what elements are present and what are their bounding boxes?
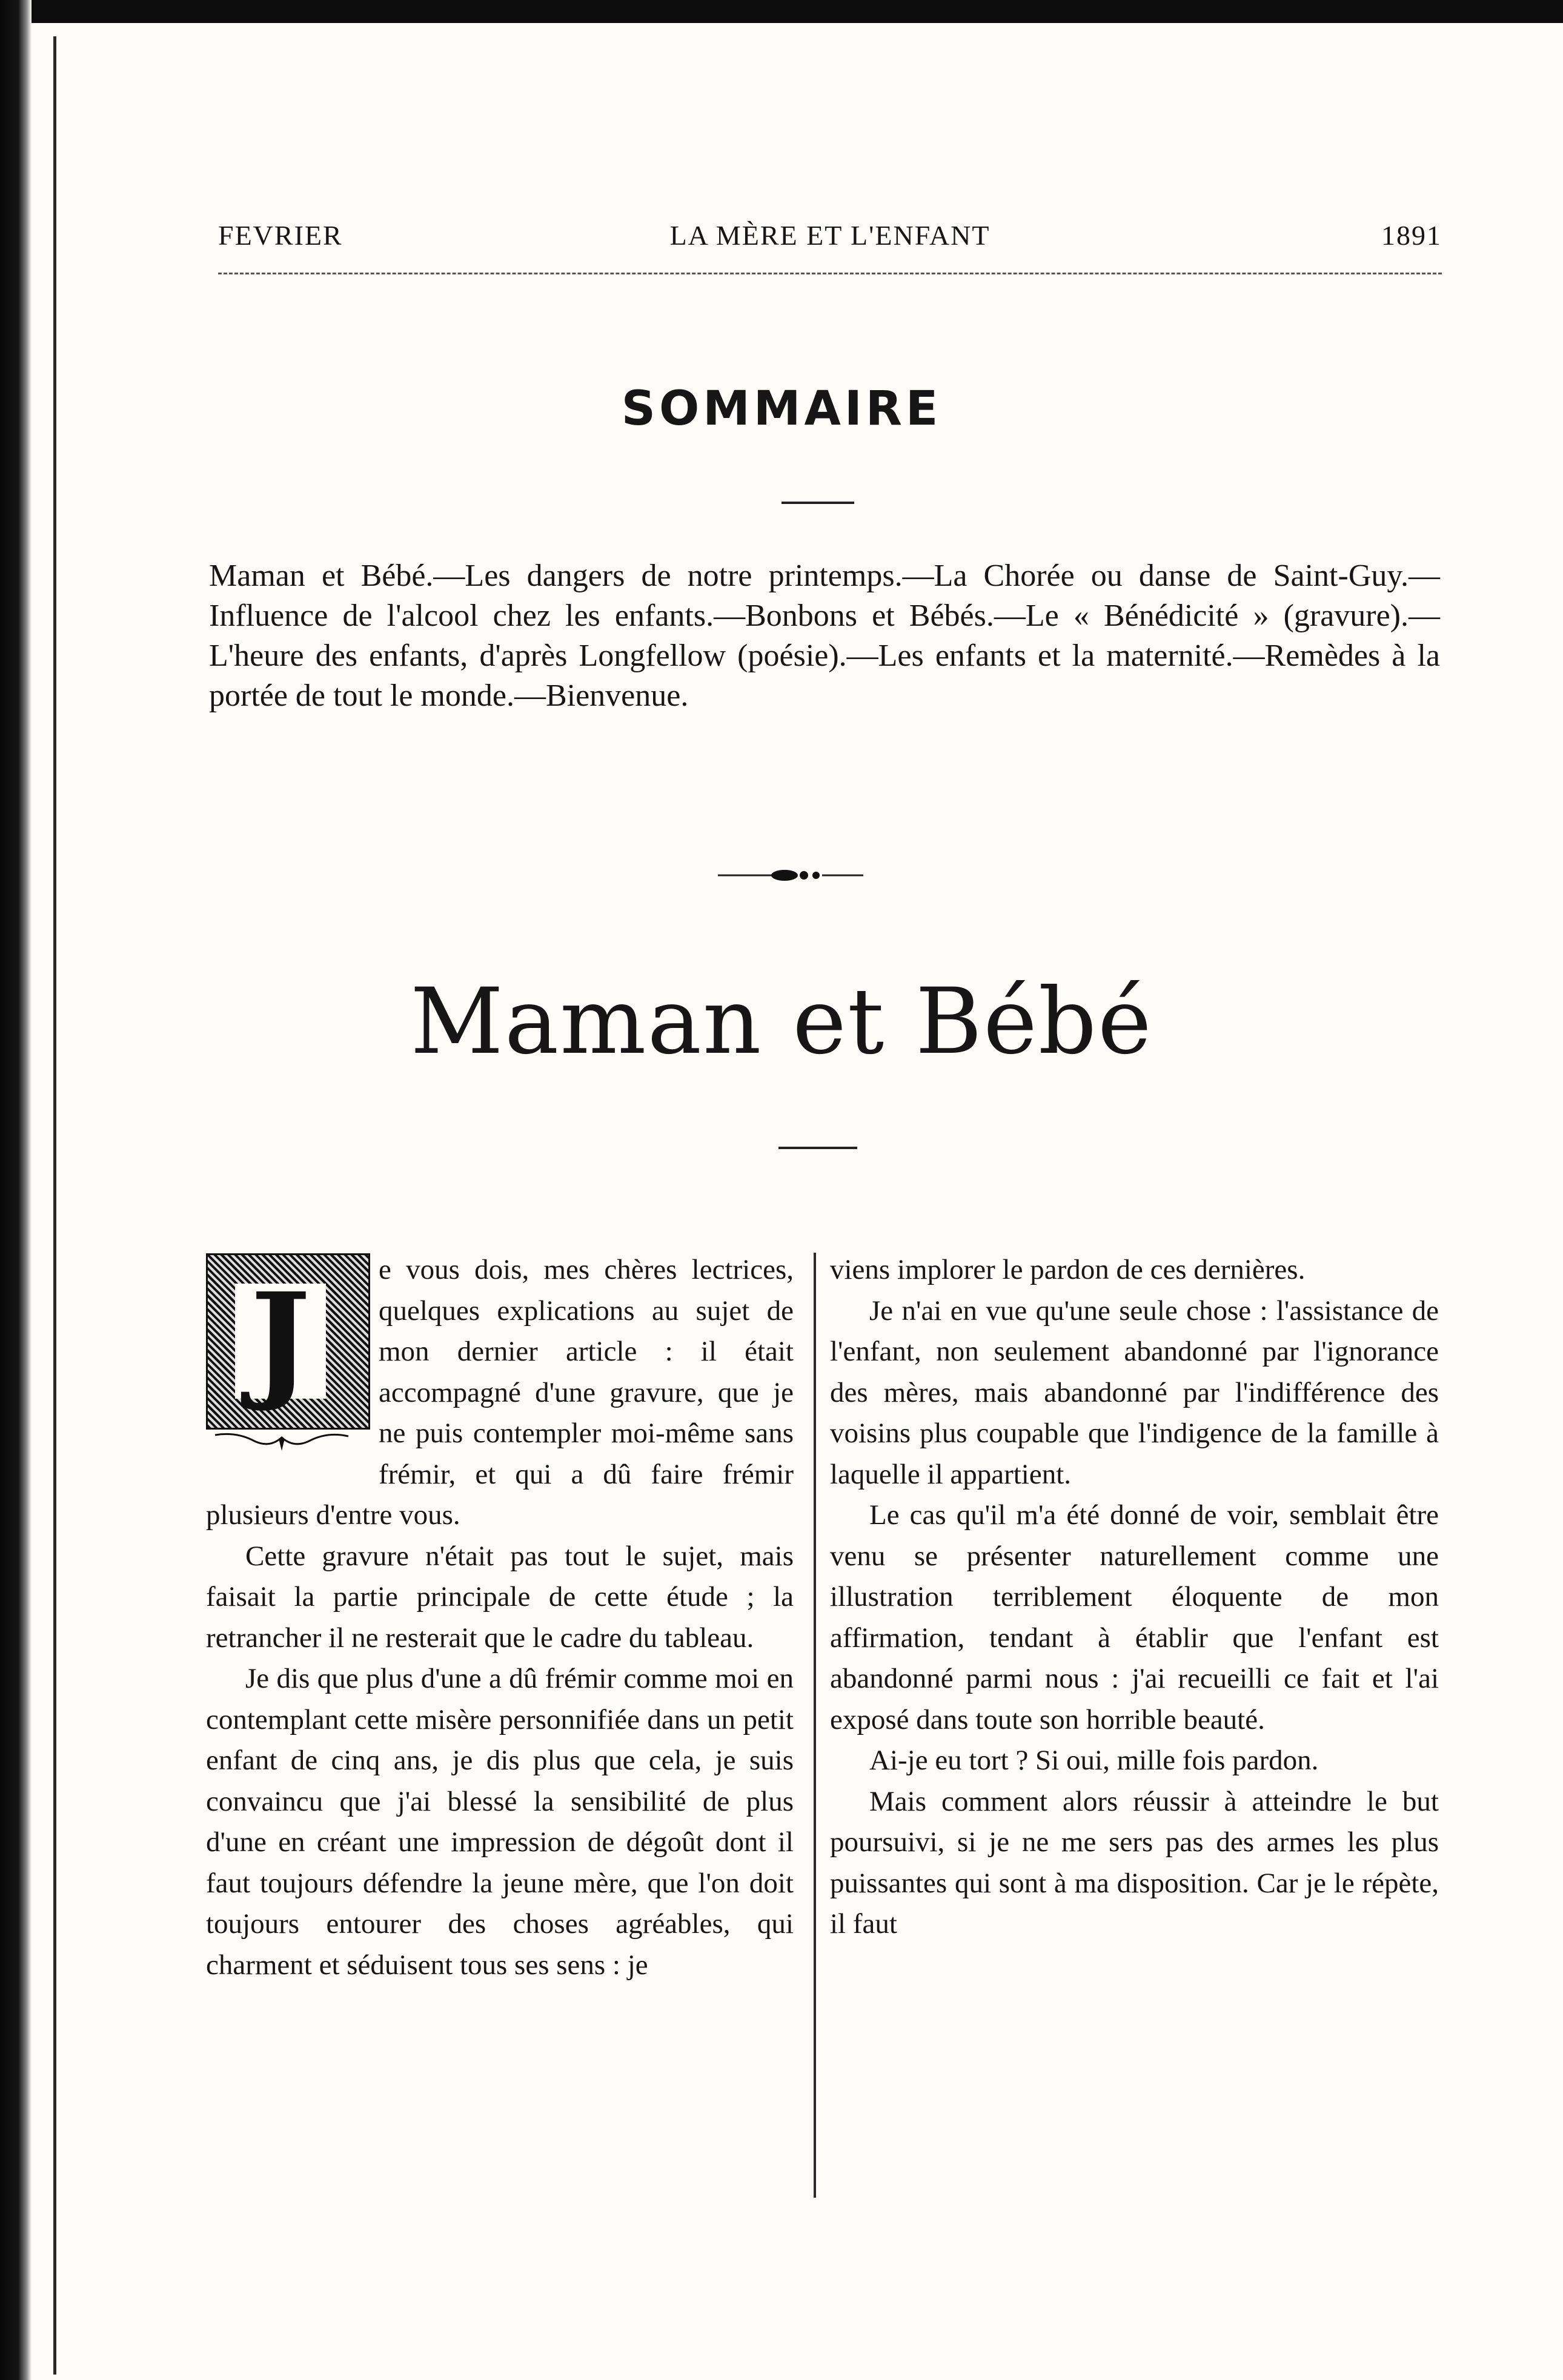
paragraph: Cette gravure n'était pas tout le sujet, mais faisait la partie principale de cette étude ; la retrancher il ne resterait que le cadre du tableau. [206,1540,794,1654]
running-head [218,219,1442,256]
running-head-rule [218,273,1442,274]
column-divider [814,1253,816,2198]
paragraph: Je dis que plus d'une a dû frémir comme moi en contemplant cette misère personnifiée dans un petit enfant de cinq ans, je dis plus que cela, je suis convaincu que j'ai blessé la sensibilité de plus d'une en créant une impression de dégoût dont il faut toujours défendre la jeune mère, que l'on doit toujours entourer des choses agréables, qui charment et séduisent tous ses sens : je [206,1663,794,1981]
flourish-icon [212,1430,351,1454]
paragraph: Mais comment alors réussir à atteindre le but poursuivi, si je ne me sers pas des armes les plus puissantes qui sont à ma disposition. Car je le répète, il faut [830,1785,1439,1940]
ornament-divider [718,866,863,884]
paragraph: Je n'ai en vue qu'une seule chose : l'assistance de l'enfant, non seulement abandonné par l'ignorance des mères, mais abandonné par l'indifférence des voisins plus coupable que l'indigence de la famille à laquelle il appartient. [830,1294,1439,1490]
page-binding-edge [0,0,32,2380]
running-head-year: 1891 [1381,220,1442,251]
running-head-month: FEVRIER [218,220,343,251]
running-head-publication: LA MÈRE ET L'ENFANT [669,220,991,251]
drop-cap [206,1253,367,1459]
paragraph: e vous dois, mes chères lectrices, quelques explications au sujet de mon dernier article : il était accompagné d'une gravure, que je ne puis contempler moi-même sans frémir, et qui a dû faire frémir plusieurs d'entre vous. [206,1254,794,1531]
drop-cap-letter: J [250,1265,311,1414]
page-border-top [0,0,1563,23]
paragraph: Ai-je eu tort ? Si oui, mille fois pardon. [869,1745,1319,1776]
sommaire-rule [782,502,854,504]
paragraph: viens implorer le pardon de ces dernières. [830,1254,1306,1285]
article-title-rule [778,1147,857,1149]
sommaire-heading: SOMMAIRE [621,382,942,436]
sommaire-contents: Maman et Bébé.—Les dangers de notre printemps.—La Chorée ou danse de Saint-Guy.—Influence de l'alcool chez les enfants.—Bonbons et Bébés.—Le « Bénédicité » (gravure).—L'heure des enfants, d'après Longfellow (poésie).—Les enfants et la maternité.—Remèdes à la portée de tout le monde.—Bienvenue. [209,559,1440,713]
article-column-left [206,1250,794,1986]
article-column-right [830,1250,1439,1945]
paragraph: Le cas qu'il m'a été donné de voir, semblait être venu se présenter naturellement comme une illustration terriblement éloquente de mon affirmation, tendant à établir que l'enfant est abandonné parmi nous : j'ai recueilli ce fait et l'ai exposé dans toute son horrible beauté. [830,1499,1439,1735]
article-title: Maman et Bébé [410,969,1153,1075]
